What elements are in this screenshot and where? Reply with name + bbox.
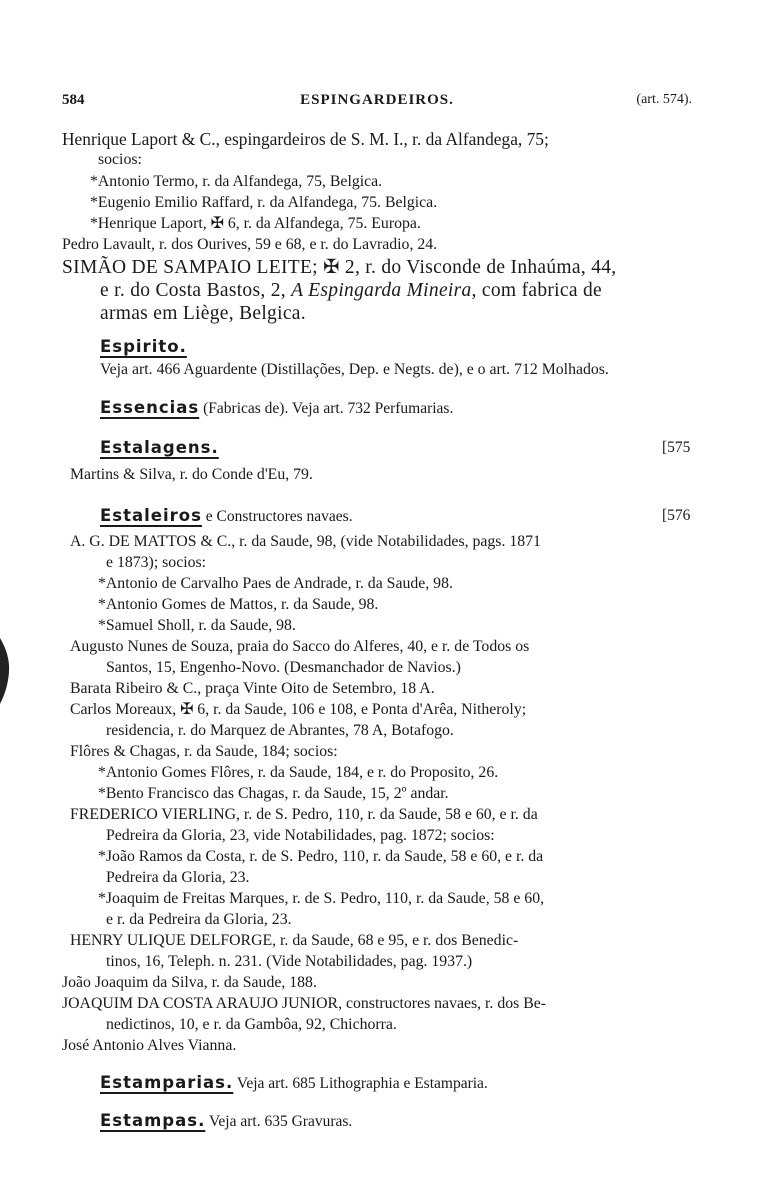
entry-line: José Antonio Alves Vianna. bbox=[62, 1037, 237, 1054]
section-title: Essencias bbox=[100, 398, 200, 417]
entry-line: tinos, 16, Teleph. n. 231. (Vide Notabilidades, pag. 1937.) bbox=[106, 953, 473, 970]
article-reference: (art. 574). bbox=[636, 92, 692, 107]
entry-line: *João Ramos da Costa, r. de S. Pedro, 110, r. da Saude, 58 e 60, e r. da bbox=[98, 848, 544, 865]
cross-reference: Veja art. 466 Aguardente (Distillações, Dep. e Negts. de), e o art. 712 Molhados. bbox=[100, 361, 609, 378]
entry-line: residencia, r. do Marquez de Abrantes, 78 A, Botafogo. bbox=[106, 722, 454, 739]
simao-line-1 bbox=[62, 258, 616, 278]
entry-line: *Eugenio Emilio Raffard, r. da Alfandega, 75. Belgica. bbox=[90, 194, 438, 211]
entry-line: Pedreira da Gloria, 23, vide Notabilidades, pag. 1872; socios: bbox=[106, 827, 495, 844]
simao-shop-name: A Espingarda Mineira, bbox=[291, 280, 477, 301]
section-title: Estaleiros bbox=[100, 506, 202, 525]
cross-reference: Veja art. 685 Lithographia e Estamparia. bbox=[236, 1075, 488, 1092]
entry-line: *Antonio Termo, r. da Alfandega, 75, Belgica. bbox=[90, 173, 383, 190]
section-number: [576 bbox=[662, 507, 691, 524]
entry-line: e 1873); socios: bbox=[106, 554, 207, 571]
section-title: Espirito. bbox=[100, 337, 187, 356]
entry-line: HENRY ULIQUE DELFORGE, r. da Saude, 68 e 95, e r. dos Benedic- bbox=[70, 932, 519, 949]
section-estampas bbox=[100, 1111, 352, 1132]
entry-line: Henrique Laport & C., espingardeiros de S. M. I., r. da Alfandega, 75; bbox=[62, 129, 549, 149]
section-estaleiros bbox=[100, 506, 353, 527]
simao-name: SIMÃO DE SAMPAIO LEITE; bbox=[62, 257, 318, 278]
entry-line: A. G. DE MATTOS & C., r. da Saude, 98, (vide Notabilidades, pags. 1871 bbox=[70, 533, 541, 550]
entry-line: *Henrique Laport, ✠ 6, r. da Alfandega, 75. Europa. bbox=[90, 215, 421, 232]
section-subtitle: e Constructores navaes. bbox=[205, 508, 353, 525]
entry-line: Pedreira da Gloria, 23. bbox=[106, 869, 250, 886]
cross-reference: Veja art. 635 Gravuras. bbox=[208, 1113, 353, 1130]
entry-line: socios: bbox=[98, 151, 142, 168]
entry-line: Pedro Lavault, r. dos Ourives, 59 e 68, e r. do Lavradio, 24. bbox=[62, 236, 438, 253]
binding-mark bbox=[0, 630, 12, 710]
section-title: Estamparias. bbox=[100, 1073, 234, 1092]
section-number: [575 bbox=[662, 439, 691, 456]
page-title: ESPINGARDEIROS. bbox=[300, 92, 454, 108]
simao-factory: com fabrica de bbox=[481, 280, 602, 301]
entry-line: nedictinos, 10, e r. da Gambôa, 92, Chichorra. bbox=[106, 1016, 397, 1033]
entry-line: João Joaquim da Silva, r. da Saude, 188. bbox=[62, 974, 317, 991]
entry-line: Martins & Silva, r. do Conde d'Eu, 79. bbox=[70, 466, 313, 483]
simao-line-2 bbox=[100, 281, 602, 301]
entry-line: *Antonio Gomes Flôres, r. da Saude, 184, e r. do Proposito, 26. bbox=[98, 764, 499, 781]
entry-line: FREDERICO VIERLING, r. de S. Pedro, 110, r. da Saude, 58 e 60, e r. da bbox=[70, 806, 538, 823]
page-header bbox=[62, 92, 692, 114]
section-estalagens bbox=[100, 438, 219, 459]
entry-line: Santos, 15, Engenho-Novo. (Desmanchador de Navios.) bbox=[106, 659, 461, 676]
simao-address-2: e r. do Costa Bastos, 2, bbox=[100, 280, 286, 301]
section-title: Estampas. bbox=[100, 1111, 206, 1130]
entry-line: *Bento Francisco das Chagas, r. da Saude, 15, 2º andar. bbox=[98, 785, 449, 802]
section-espirito bbox=[100, 337, 187, 358]
entry-line: Augusto Nunes de Souza, praia do Sacco do Alferes, 40, e r. de Todos os bbox=[70, 638, 530, 655]
entry-line: *Joaquim de Freitas Marques, r. de S. Pedro, 110, r. da Saude, 58 e 60, bbox=[98, 890, 545, 907]
entry-line: *Antonio Gomes de Mattos, r. da Saude, 98. bbox=[98, 596, 379, 613]
simao-line-3: armas em Liège, Belgica. bbox=[100, 303, 306, 324]
section-title: Estalagens. bbox=[100, 438, 219, 457]
page-number: 584 bbox=[62, 92, 85, 108]
entry-line: e r. da Pedreira da Gloria, 23. bbox=[106, 911, 292, 928]
entry-line: Barata Ribeiro & C., praça Vinte Oito de Setembro, 18 A. bbox=[70, 680, 435, 697]
simao-address: ✠ 2, r. do Visconde de Inhaúma, 44, bbox=[323, 257, 617, 278]
entry-line: JOAQUIM DA COSTA ARAUJO JUNIOR, constructores navaes, r. dos Be- bbox=[62, 995, 547, 1012]
entry-line: *Antonio de Carvalho Paes de Andrade, r. da Saude, 98. bbox=[98, 575, 453, 592]
cross-reference: (Fabricas de). Veja art. 732 Perfumarias. bbox=[203, 400, 454, 417]
section-essencias bbox=[100, 398, 453, 419]
entry-line: Carlos Moreaux, ✠ 6, r. da Saude, 106 e 108, e Ponta d'Arêa, Nitheroly; bbox=[70, 701, 527, 718]
section-estamparias bbox=[100, 1073, 488, 1094]
entry-line: *Samuel Sholl, r. da Saude, 98. bbox=[98, 617, 296, 634]
entry-line: Flôres & Chagas, r. da Saude, 184; socios: bbox=[70, 743, 338, 760]
